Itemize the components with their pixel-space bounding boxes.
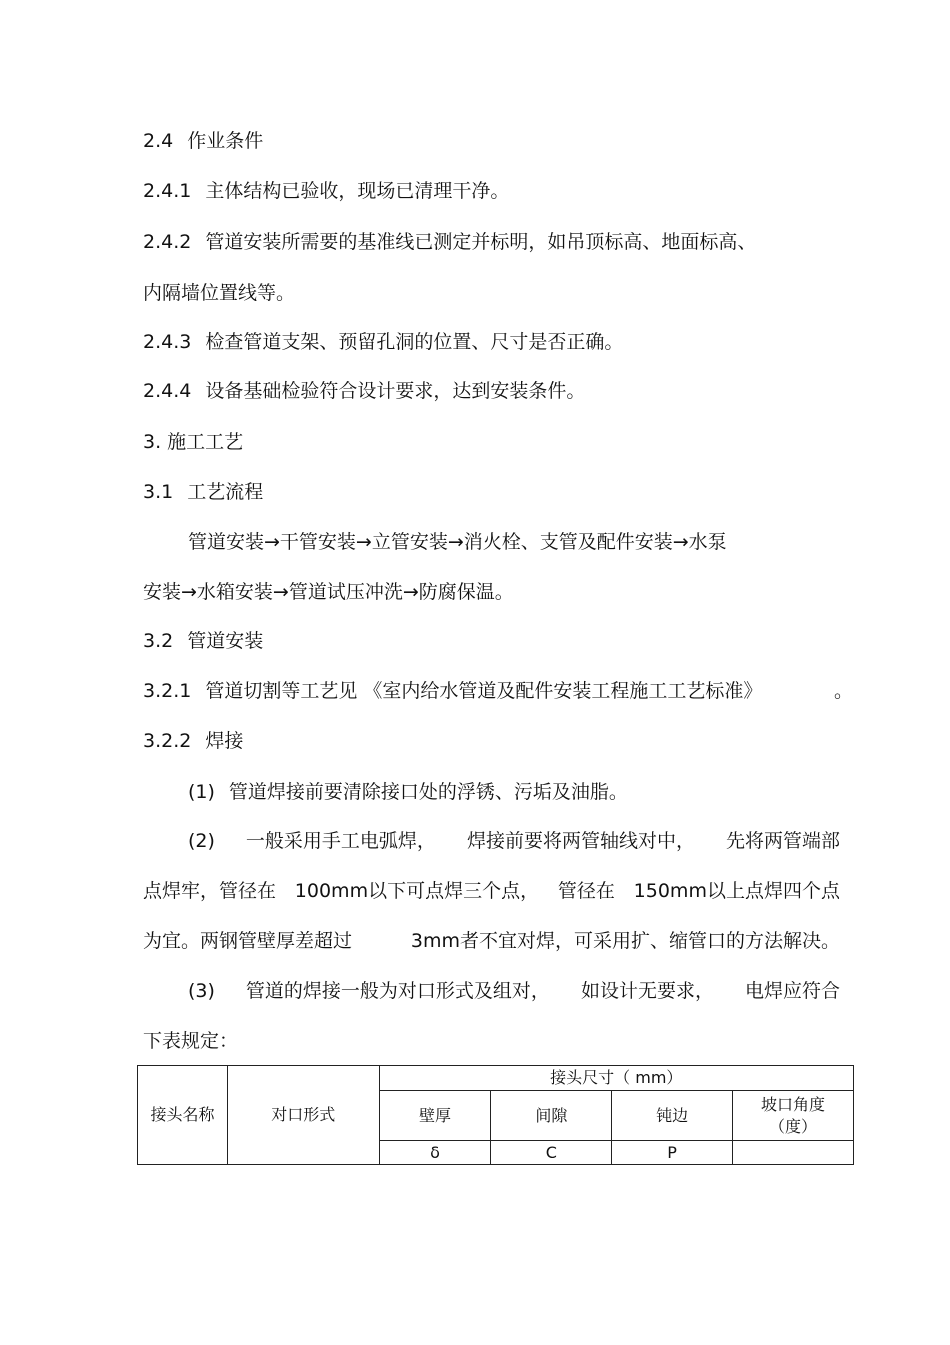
item-2-line-2 [143, 879, 840, 903]
line-2-4 [143, 129, 263, 153]
item-text: 焊接前要将两管轴线对中， [466, 830, 695, 852]
header-gap: 间隙 [491, 1091, 612, 1141]
item-text: 先将两管端部 [725, 830, 840, 852]
clause-text: 内隔墙位置线等。 [143, 282, 296, 304]
item-number: (3) [188, 980, 215, 1002]
item-number: (2) [188, 830, 215, 852]
line-2-4-4 [143, 379, 585, 403]
item-1 [188, 780, 628, 804]
item-2-line-3 [143, 929, 840, 953]
header-butt-form: 对口形式 [227, 1066, 379, 1165]
welding-spec-table [137, 1065, 854, 1165]
clause-text: 检查管道支架、预留孔洞的位置、尺寸是否正确。 [205, 331, 624, 353]
clause-number: 3.2.1 [143, 680, 192, 702]
header-joint-name: 接头名称 [138, 1066, 228, 1165]
clause-number: 2.4.2 [143, 231, 192, 253]
clause-text-end: 。 [834, 680, 854, 702]
process-flow-line-1 [188, 530, 727, 554]
clause-text: 管道切割等工艺见 《室内给水管道及配件安装工程施工工艺标准》 [205, 680, 763, 702]
header-joint-dimensions: 接头尺寸（ mm） [379, 1066, 853, 1091]
clause-number: 3.2.2 [143, 730, 192, 752]
section-number: 3.2 [143, 630, 174, 652]
item-text: 一般采用手工电弧焊， [245, 830, 436, 852]
table-header-row [138, 1066, 854, 1091]
item-text: 电焊应符合 [744, 980, 840, 1002]
item-3-line-1 [188, 979, 840, 1003]
line-2-4-2 [143, 230, 756, 254]
item-text: 150mm以上点焊四个点 [633, 880, 840, 902]
item-3-line-2 [143, 1029, 238, 1053]
item-text: 100mm以下可点焊三个点， [294, 880, 540, 902]
clause-text: 主体结构已验收，现场已清理干净。 [205, 180, 510, 202]
symbol-gap: C [491, 1141, 612, 1165]
line-3-2-1 [143, 679, 762, 703]
section-number: 2.4 [143, 130, 174, 152]
clause-number: 2.4.4 [143, 380, 192, 402]
header-blunt-edge: 钝边 [612, 1091, 733, 1141]
line-2-4-2-cont [143, 281, 295, 305]
section-number: 3.1 [143, 481, 174, 503]
clause-text: 管道安装所需要的基准线已测定并标明，如吊顶标高、地面标高、 [205, 231, 757, 253]
item-2-line-1 [188, 829, 840, 853]
paragraph-text: 安装→水箱安装→管道试压冲洗→防腐保温。 [143, 581, 514, 603]
item-text: 管道焊接前要清除接口处的浮锈、污垢及油脂。 [228, 781, 628, 803]
item-text: 管径在 [557, 880, 615, 902]
header-wall-thickness: 壁厚 [379, 1091, 491, 1141]
section-title: 工艺流程 [187, 481, 264, 503]
line-3-2-2 [143, 729, 243, 753]
symbol-thickness: δ [379, 1141, 491, 1165]
item-number: (1) [188, 781, 215, 803]
section-title: 3. 施工工艺 [143, 431, 244, 453]
heading-3 [143, 430, 243, 454]
item-text: 点焊牢，管径在 [143, 880, 277, 902]
line-3-1 [143, 480, 263, 504]
section-title: 作业条件 [187, 130, 264, 152]
line-2-4-1 [143, 179, 509, 203]
line-2-4-3 [143, 330, 623, 354]
symbol-angle [733, 1141, 854, 1165]
item-text: 管道的焊接一般为对口形式及组对， [245, 980, 550, 1002]
item-text: 3mm者不宜对焊，可采用扩、缩管口的方法解决。 [410, 930, 840, 952]
clause-number: 2.4.1 [143, 180, 192, 202]
item-text: 下表规定： [143, 1030, 239, 1052]
clause-text: 焊接 [205, 730, 244, 752]
symbol-blunt: P [612, 1141, 733, 1165]
item-text: 为宜。两钢管壁厚差超过 [143, 930, 353, 952]
paragraph-text: 管道安装→干管安装→立管安装→消火栓、支管及配件安装→水泵 [188, 531, 727, 553]
clause-number: 2.4.3 [143, 331, 192, 353]
clause-text: 设备基础检验符合设计要求，达到安装条件。 [205, 380, 586, 402]
item-text: 如设计无要求， [580, 980, 714, 1002]
header-bevel-angle: 坡口角度（度） [733, 1091, 854, 1141]
process-flow-line-2 [143, 580, 514, 604]
section-title: 管道安装 [187, 630, 264, 652]
line-3-2-1-end [834, 679, 853, 703]
line-3-2 [143, 629, 263, 653]
